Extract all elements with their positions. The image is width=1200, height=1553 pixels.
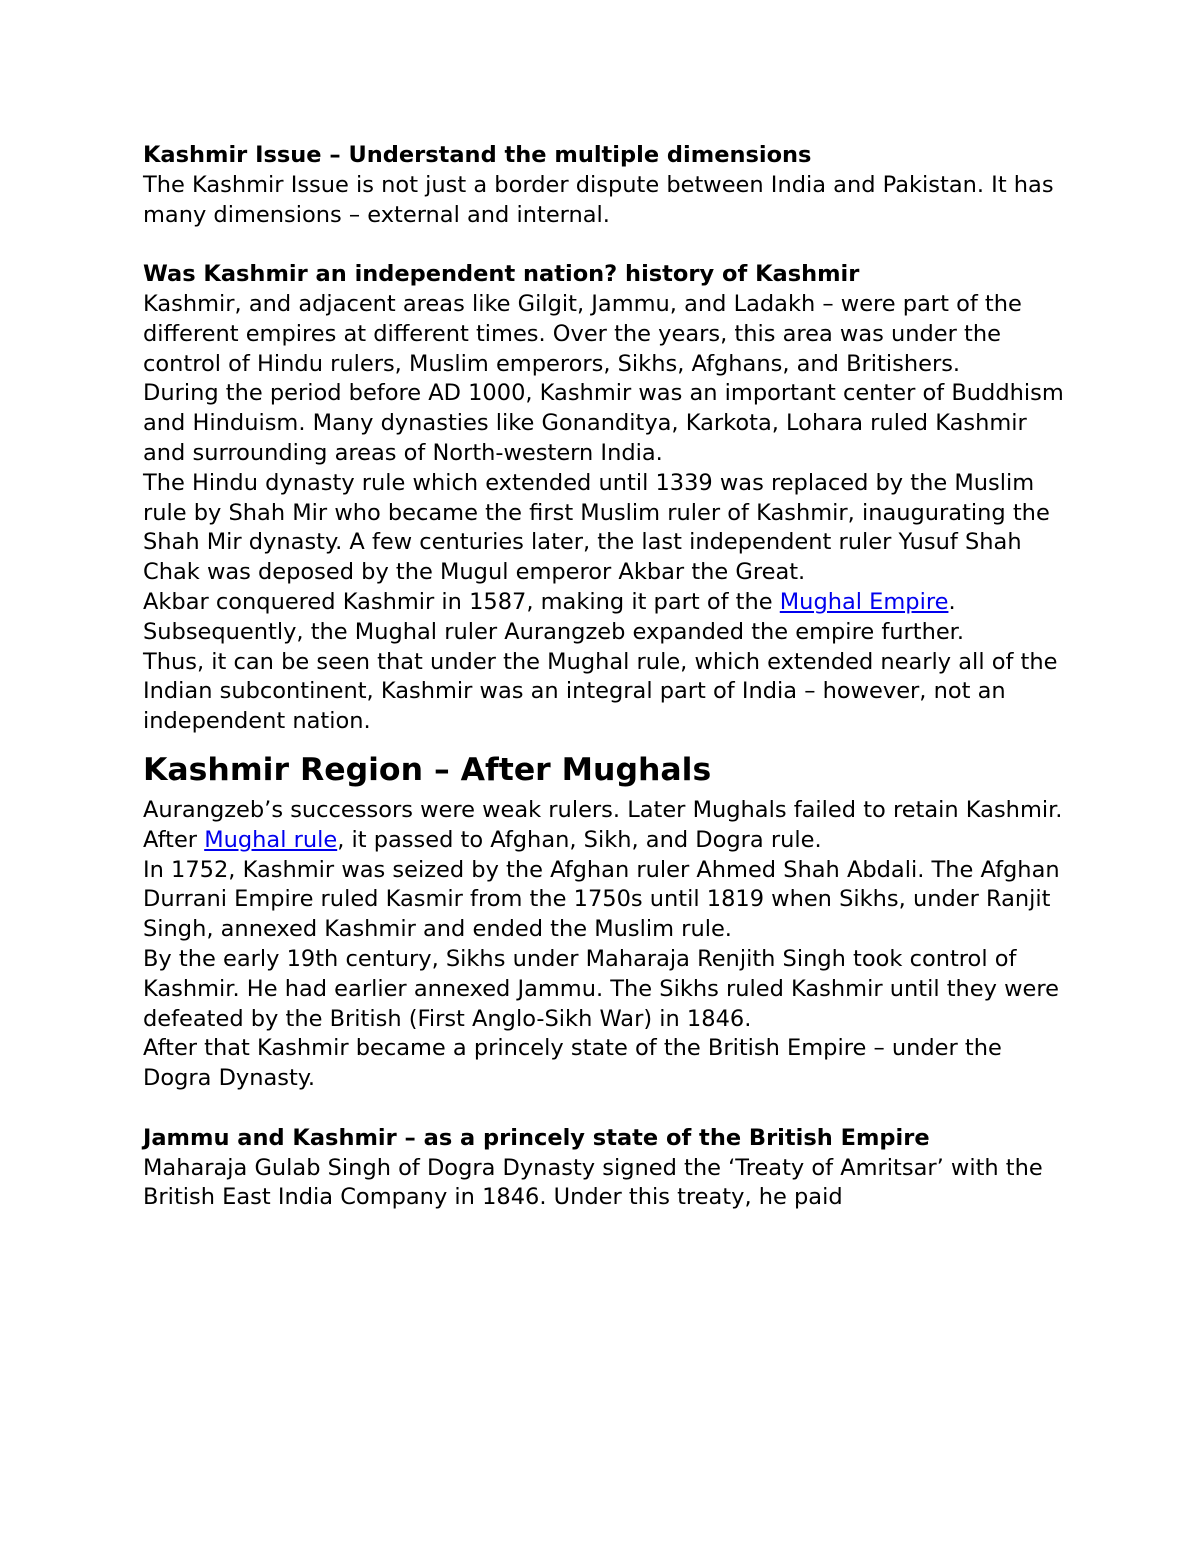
section-title-independent-nation: Was Kashmir an independent nation? history of Kashmir bbox=[143, 261, 860, 288]
paragraph-akbar-text-start: Akbar conquered Kashmir in 1587, making it part of the bbox=[143, 588, 780, 615]
section-title-princely-state: Jammu and Kashmir – as a princely state of the British Empire bbox=[143, 1124, 930, 1151]
paragraph-sikh-rule: By the early 19th century, Sikhs under Maharaja Renjith Singh took control of Kashmir. He had earlier annexed Jammu. The Sikhs ruled Kashmir until they were defeated by the British (First Anglo-Sikh War) in 1846. bbox=[143, 945, 1059, 1032]
mughal-rule-link[interactable]: Mughal rule bbox=[204, 826, 338, 853]
paragraph-intro: The Kashmir Issue is not just a border dispute between India and Pakistan. It has many dimensions – external and internal. bbox=[143, 171, 1054, 228]
blank-line bbox=[143, 1094, 1073, 1124]
paragraph-hindu-dynasty: The Hindu dynasty rule which extended until 1339 was replaced by the Muslim rule by Shah Mir who became the first Muslim ruler of Kashmir, inaugurating the Shah Mir dynasty. A few centuries later, the last independent ruler Yusuf Shah Chak was deposed by the Mugul emperor Akbar the Great. bbox=[143, 469, 1050, 586]
paragraph-successors-text-end: , it passed to Afghan, Sikh, and Dogra rule. bbox=[337, 826, 822, 853]
blank-line bbox=[143, 230, 1073, 260]
paragraph-aurangzeb-successors bbox=[143, 796, 1073, 856]
mughal-empire-link[interactable]: Mughal Empire bbox=[779, 588, 949, 615]
paragraph-treaty-of-amritsar: Maharaja Gulab Singh of Dogra Dynasty signed the ‘Treaty of Amritsar’ with the British East India Company in 1846. Under this treaty, he paid bbox=[143, 1154, 1043, 1211]
paragraph-akbar-text-end: . Subsequently, the Mughal ruler Aurangzeb expanded the empire further. bbox=[143, 588, 965, 645]
paragraph-empires: Kashmir, and adjacent areas like Gilgit, Jammu, and Ladakh – were part of the different empires at different times. Over the years, this area was under the control of Hindu rulers, Muslim emperors, Sikhs, Afghans, and Britishers. bbox=[143, 290, 1022, 377]
paragraph-akbar bbox=[143, 588, 1073, 648]
paragraph-dogra-dynasty: After that Kashmir became a princely state of the British Empire – under the Dogra Dynasty. bbox=[143, 1035, 1002, 1092]
paragraph-mughal-conclusion: Thus, it can be seen that under the Mughal rule, which extended nearly all of the Indian subcontinent, Kashmir was an integral part of India – however, not an independent nation. bbox=[143, 648, 1058, 735]
document-body bbox=[143, 141, 1073, 1213]
heading-after-mughals: Kashmir Region – After Mughals bbox=[143, 751, 712, 788]
section-title-kashmir-issue: Kashmir Issue – Understand the multiple dimensions bbox=[143, 142, 812, 168]
paragraph-successors-text-start: Aurangzeb’s successors were weak rulers. Later Mughals failed to retain Kashmir. After bbox=[143, 796, 1063, 853]
paragraph-before-ad-1000: During the period before AD 1000, Kashmir was an important center of Buddhism and Hinduism. Many dynasties like Gonanditya, Karkota, Lohara ruled Kashmir and surrounding areas of North-western India. bbox=[143, 380, 1064, 466]
paragraph-afghan-rule: In 1752, Kashmir was seized by the Afghan ruler Ahmed Shah Abdali. The Afghan Durrani Empire ruled Kasmir from the 1750s until 1819 when Sikhs, under Ranjit Singh, annexed Kashmir and ended the Muslim rule. bbox=[143, 856, 1060, 943]
